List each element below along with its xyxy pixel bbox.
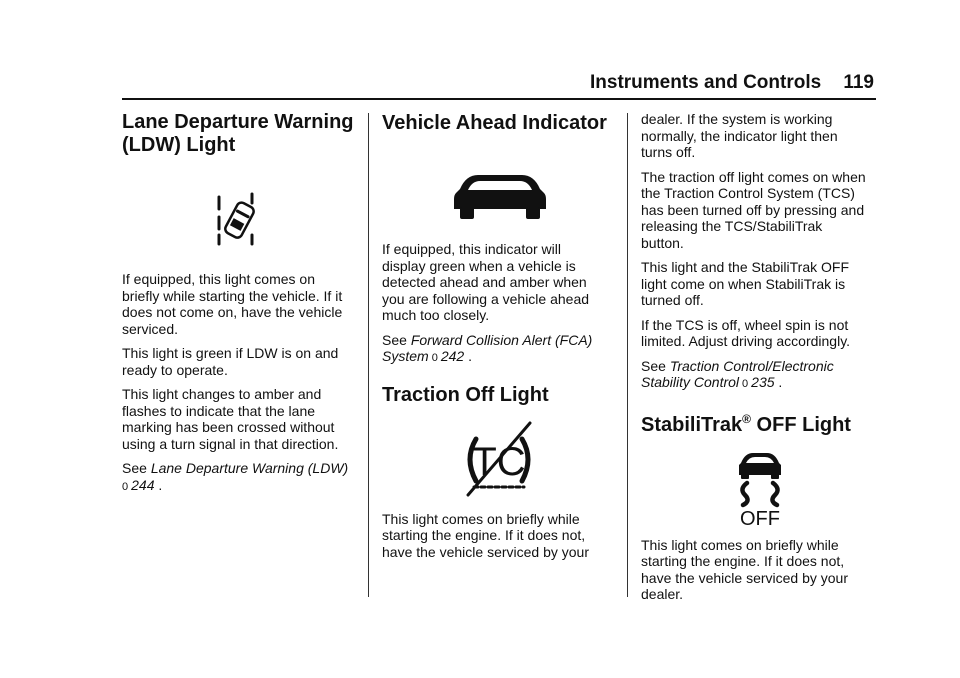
stabilitrak-off-icon <box>641 449 877 529</box>
column-1 <box>122 108 358 503</box>
ldw-heading: Lane Departure Warning (LDW) Light <box>122 111 354 156</box>
vehicle-ahead-icon <box>382 171 618 223</box>
page-ref-arrow-icon: 0 <box>742 378 749 390</box>
svg-text:OFF: OFF <box>740 507 780 529</box>
fca-see-reference[interactable]: See Forward Collision Alert (FCA) System 0 242 . <box>382 331 593 364</box>
traction-control-see-reference[interactable]: See Traction Control/Electronic Stability Control 0 235 . <box>641 357 834 390</box>
header-rule <box>122 98 876 100</box>
traction-off-para: This light comes on briefly while starting the engine. If it does not, have the vehicle serviced by your <box>382 510 589 560</box>
traction-off-heading: Traction Off Light <box>382 383 549 406</box>
traction-continued-para: dealer. If the system is working normally, the indicator light then turns off. <box>641 111 838 160</box>
page-number: 119 <box>843 72 874 93</box>
ldw-para-2: This light is green if LDW is on and ready to operate. <box>122 345 339 378</box>
page-ref-arrow-icon: 0 <box>431 352 438 364</box>
ldw-see-reference[interactable]: See Lane Departure Warning (LDW) 0 244 . <box>122 460 349 493</box>
vehicle-ahead-para: If equipped, this indicator will display green when a vehicle is detected ahead and amber when you are following a vehicle ahead much too closely. <box>382 241 590 323</box>
traction-off-icon <box>382 419 618 499</box>
svg-text:TC: TC <box>472 439 526 484</box>
column-2 <box>382 108 618 568</box>
vehicle-ahead-heading: Vehicle Ahead Indicator <box>382 112 607 134</box>
ldw-para-1: If equipped, this light comes on briefly while starting the vehicle. If it does not come on, have the vehicle serviced. <box>122 271 343 337</box>
lane-departure-icon <box>122 189 358 249</box>
wheel-spin-para: If the TCS is off, wheel spin is not limited. Adjust driving accordingly. <box>641 316 851 349</box>
stabilitrak-heading: StabiliTrak® OFF Light <box>641 411 851 436</box>
column-3 <box>641 108 877 611</box>
column-divider-1 <box>368 113 369 597</box>
stabilitrak-off-para: This light and the StabiliTrak OFF light come on when StabiliTrak is turned off. <box>641 259 850 308</box>
stabilitrak-light-para: This light comes on briefly while starting the engine. If it does not, have the vehicle serviced by your dealer. <box>641 536 848 602</box>
page-ref-arrow-icon: 0 <box>122 480 129 493</box>
column-divider-2 <box>627 113 628 597</box>
section-title: Instruments and Controls <box>590 72 822 93</box>
tcs-off-para: The traction off light comes on when the Traction Control System (TCS) has been turned off by pressing and releasing the TCS/StabiliTrak button. <box>641 168 866 251</box>
ldw-para-3: This light changes to amber and flashes to indicate that the lane marking has been crossed without using a turn signal in that direction. <box>122 386 339 452</box>
